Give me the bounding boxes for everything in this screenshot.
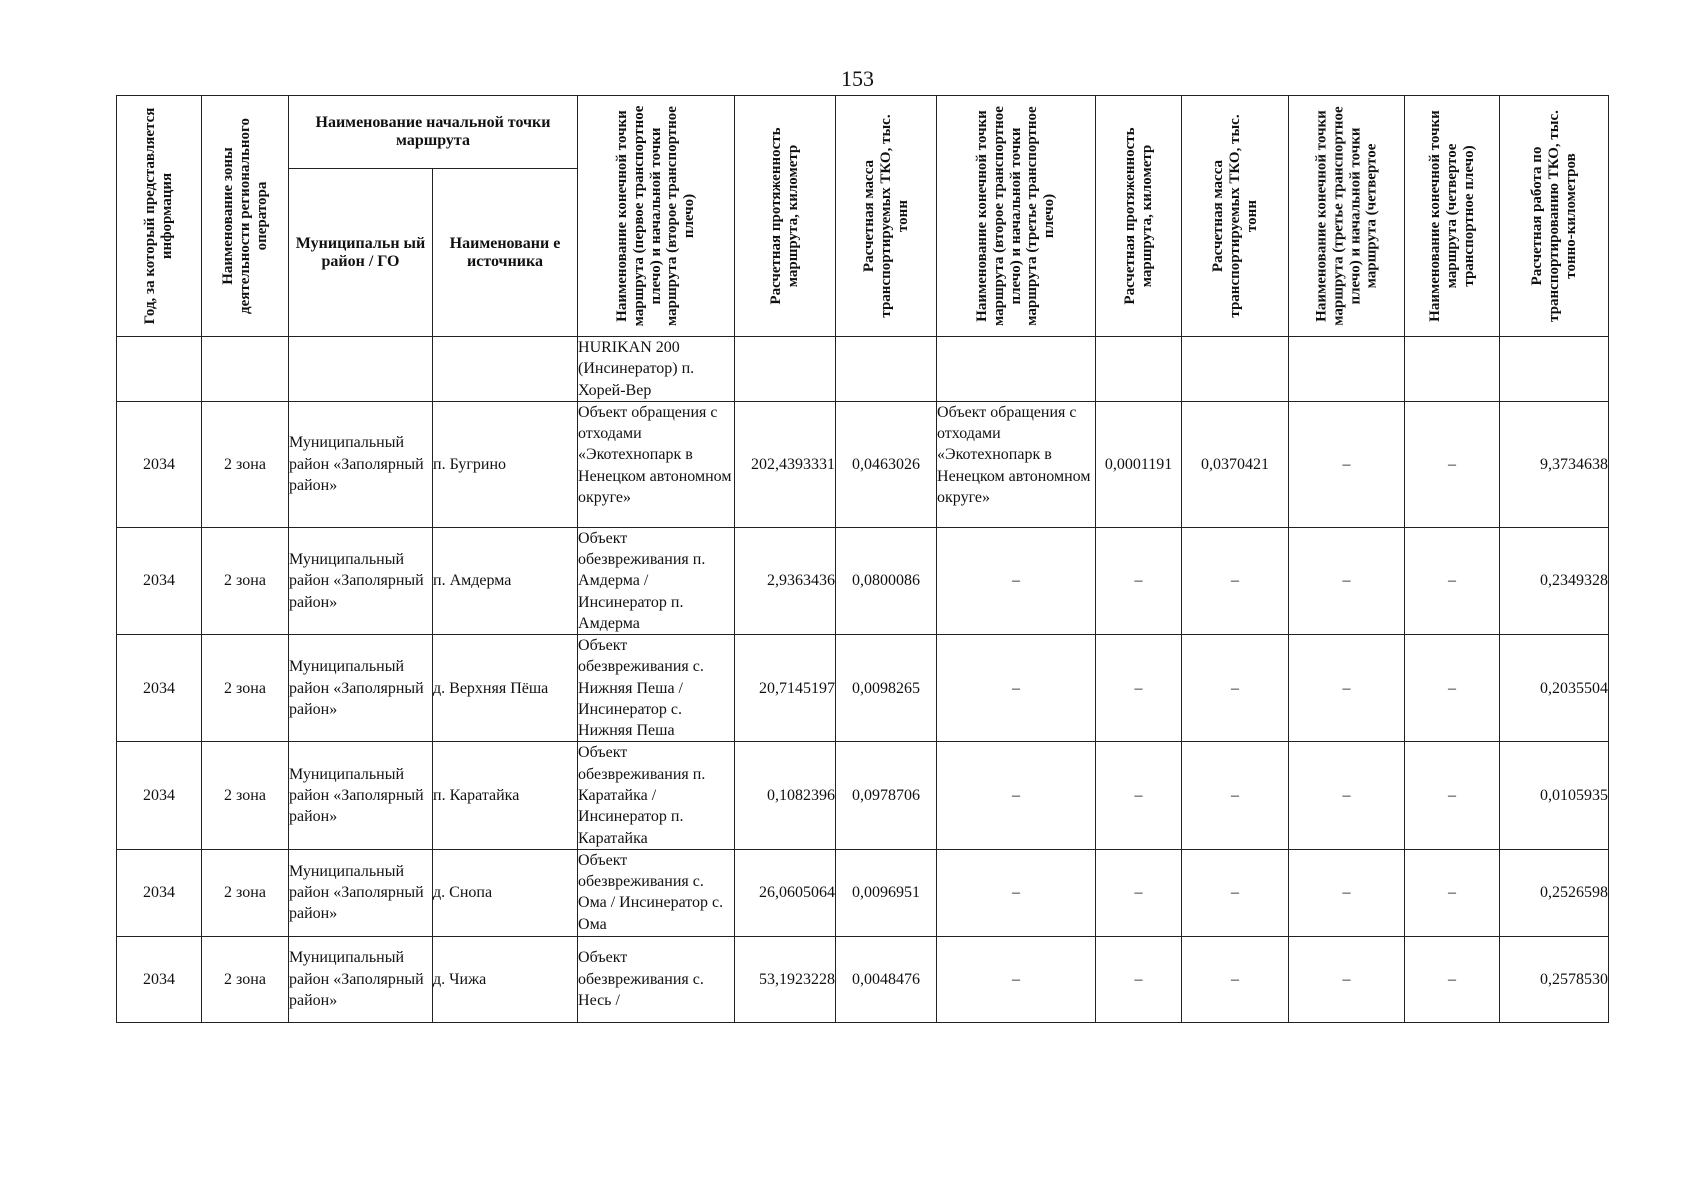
cell-mass-1: 0,0096951 [836,849,937,936]
cell-empty [1096,337,1182,402]
header-year: Год, за который представляется информация [117,96,202,337]
cell-mass-2: – [1182,742,1289,849]
cell-end-point-2: – [937,635,1096,742]
cell-end-point-1: HURIKAN 200 (Инсинератор) п. Хорей-Вер [578,337,735,402]
header-zone: Наименование зоны деятельности регионального оператора [202,96,289,337]
cell-source: п. Амдерма [433,527,578,634]
cell-municipal: Муниципальный район «Заполярный район» [289,849,433,936]
cell-zone: 2 зона [202,936,289,1022]
cell-end-point-1: Объект обращения с отходами «Экотехнопарк в Ненецком автономном округе» [578,401,735,527]
routes-table [116,95,1609,1023]
cell-end-point-4: – [1405,849,1500,936]
cell-end-point-3: – [1289,527,1405,634]
cell-source: п. Каратайка [433,742,578,849]
cell-zone: 2 зона [202,401,289,527]
cell-empty [117,337,202,402]
cell-municipal: Муниципальный район «Заполярный район» [289,742,433,849]
cell-mass-1: 0,0463026 [836,401,937,527]
cell-source: д. Верхняя Пёша [433,635,578,742]
cell-empty [289,337,433,402]
cell-end-point-1: Объект обезвреживания с. Несь / [578,936,735,1022]
cell-transport-work: 9,3734638 [1500,401,1609,527]
cell-year: 2034 [117,635,202,742]
cell-end-point-1: Объект обезвреживания с. Ома / Инсинератор с. Ома [578,849,735,936]
cell-transport-work: 0,2578530 [1500,936,1609,1022]
cell-distance-2: 0,0001191 [1096,401,1182,527]
cell-zone: 2 зона [202,527,289,634]
cell-zone: 2 зона [202,635,289,742]
cell-end-point-3: – [1289,936,1405,1022]
cell-end-point-1: Объект обезвреживания с. Нижняя Пеша / Инсинератор с. Нижняя Пеша [578,635,735,742]
cell-zone: 2 зона [202,849,289,936]
cell-mass-2: – [1182,635,1289,742]
cell-mass-2: – [1182,849,1289,936]
cell-end-point-4: – [1405,742,1500,849]
cell-distance-1: 20,7145197 [735,635,836,742]
header-transport-work: Расчетная работа по транспортированию ТКО, тыс. тонно-километров [1500,96,1609,337]
table-row [117,635,1609,742]
cell-transport-work: 0,2526598 [1500,849,1609,936]
cell-transport-work: 0,2035504 [1500,635,1609,742]
header-distance-2: Расчетная протяженность маршрута, километр [1096,96,1182,337]
cell-end-point-1: Объект обезвреживания п. Каратайка / Инсинератор п. Каратайка [578,742,735,849]
header-end-point-1: Наименование конечной точки маршрута (первое транспортное плечо) и начальной точки маршрута (второе транспортное плечо) [578,96,735,337]
cell-empty [1182,337,1289,402]
cell-distance-1: 202,4393331 [735,401,836,527]
cell-empty [1289,337,1405,402]
header-row-1 [117,96,1609,169]
table-row [117,742,1609,849]
cell-empty [836,337,937,402]
cell-distance-1: 26,0605064 [735,849,836,936]
cell-end-point-1: Объект обезвреживания п. Амдерма / Инсинератор п. Амдерма [578,527,735,634]
cell-mass-2: – [1182,527,1289,634]
cell-distance-2: – [1096,742,1182,849]
cell-mass-2: – [1182,936,1289,1022]
header-end-point-4: Наименование конечной точки маршрута (четвертое транспортное плечо) [1405,96,1500,337]
cell-mass-2: 0,0370421 [1182,401,1289,527]
cell-municipal: Муниципальный район «Заполярный район» [289,635,433,742]
cell-end-point-2: – [937,742,1096,849]
cell-end-point-2: – [937,936,1096,1022]
cell-end-point-2: – [937,527,1096,634]
cell-empty [937,337,1096,402]
cell-source: д. Снопа [433,849,578,936]
header-mass-1: Расчетная масса транспортируемых ТКО, тыс. тонн [836,96,937,337]
cell-transport-work: 0,0105935 [1500,742,1609,849]
cell-distance-2: – [1096,936,1182,1022]
cell-municipal: Муниципальный район «Заполярный район» [289,401,433,527]
cell-transport-work: 0,2349328 [1500,527,1609,634]
cell-source: п. Бугрино [433,401,578,527]
cell-municipal: Муниципальный район «Заполярный район» [289,936,433,1022]
table-row [117,849,1609,936]
table-row [117,936,1609,1022]
cell-end-point-4: – [1405,635,1500,742]
header-distance-1: Расчетная протяженность маршрута, километр [735,96,836,337]
cell-end-point-4: – [1405,936,1500,1022]
cell-source: д. Чижа [433,936,578,1022]
cell-empty [1500,337,1609,402]
cell-zone: 2 зона [202,742,289,849]
cell-year: 2034 [117,849,202,936]
cell-distance-1: 2,9363436 [735,527,836,634]
cell-distance-2: – [1096,849,1182,936]
cell-mass-1: 0,0800086 [836,527,937,634]
cell-distance-2: – [1096,635,1182,742]
cell-distance-1: 53,1923228 [735,936,836,1022]
table-row-continuation [117,337,1609,402]
cell-end-point-3: – [1289,635,1405,742]
cell-distance-1: 0,1082396 [735,742,836,849]
header-mass-2: Расчетная масса транспортируемых ТКО, тыс. тонн [1182,96,1289,337]
cell-end-point-3: – [1289,849,1405,936]
header-start-point-group: Наименование начальной точки маршрута [289,96,578,169]
page-number: 153 [841,66,874,91]
cell-year: 2034 [117,527,202,634]
cell-mass-1: 0,0048476 [836,936,937,1022]
cell-year: 2034 [117,742,202,849]
cell-empty [202,337,289,402]
cell-end-point-4: – [1405,527,1500,634]
cell-mass-1: 0,0098265 [836,635,937,742]
cell-year: 2034 [117,936,202,1022]
cell-end-point-3: – [1289,401,1405,527]
header-municipal: Муниципальн ый район / ГО [289,169,433,337]
cell-municipal: Муниципальный район «Заполярный район» [289,527,433,634]
cell-end-point-4: – [1405,401,1500,527]
cell-end-point-3: – [1289,742,1405,849]
header-end-point-3: Наименование конечной точки маршрута (третье транспортное плечо) и начальной точки маршрута (четвертое [1289,96,1405,337]
header-end-point-2: Наименование конечной точки маршрута (второе транспортное плечо) и начальной точки маршрута (третье транспортное плечо) [937,96,1096,337]
table-row [117,401,1609,527]
cell-end-point-2: Объект обращения с отходами «Экотехнопарк в Ненецком автономном округе» [937,401,1096,527]
cell-empty [735,337,836,402]
cell-empty [433,337,578,402]
cell-end-point-2: – [937,849,1096,936]
table-row [117,527,1609,634]
cell-empty [1405,337,1500,402]
header-source: Наименовани е источника [433,169,578,337]
cell-year: 2034 [117,401,202,527]
cell-mass-1: 0,0978706 [836,742,937,849]
cell-distance-2: – [1096,527,1182,634]
